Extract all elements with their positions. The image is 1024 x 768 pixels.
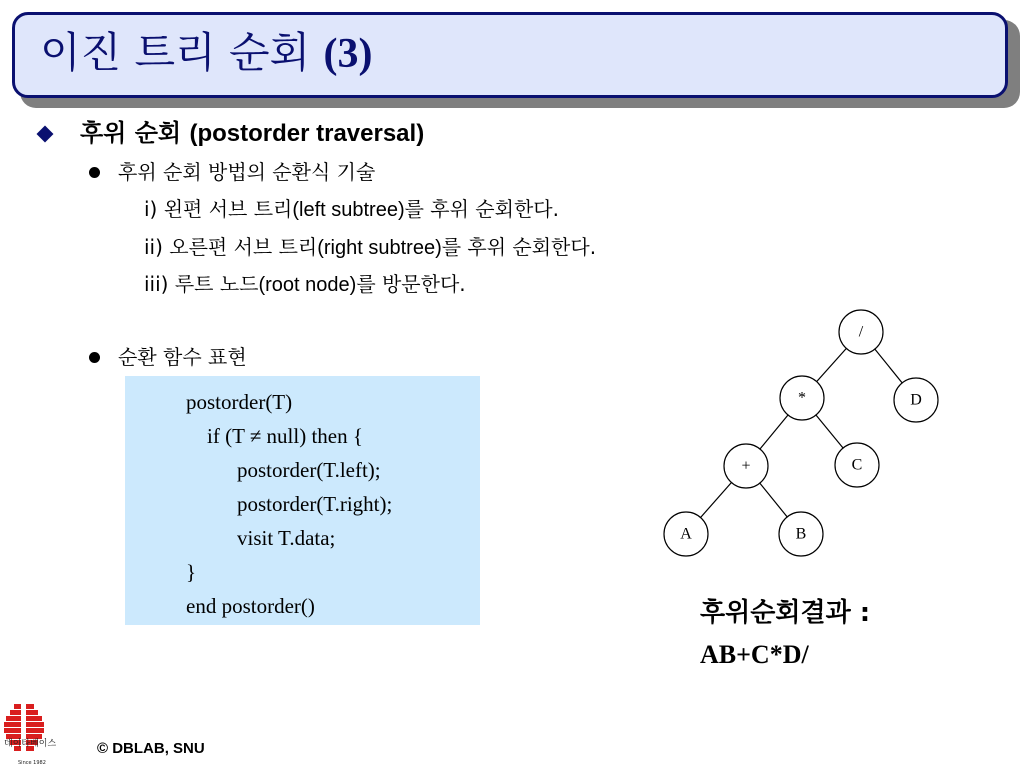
step-paren: (root node): [258, 274, 357, 296]
code-line: if (T ≠ null) then {: [207, 424, 363, 448]
section-heading-korean: 후위 순회: [80, 119, 182, 147]
step-suffix: 를 후위 순회한다.: [441, 235, 597, 259]
step-prefix: i) 왼편 서브 트리: [144, 197, 293, 221]
bullet-label: 순환 함수 표현: [118, 345, 247, 369]
tree-node-label: /: [858, 323, 864, 341]
step-paren: (right subtree): [317, 237, 442, 259]
tree-node-label: D: [910, 391, 922, 409]
step-prefix: ii) 오른편 서브 트리: [144, 235, 318, 259]
page-title-korean: 이진 트리 순회: [40, 28, 311, 77]
tree-node-label: A: [680, 525, 692, 543]
step-suffix: 를 방문한다.: [356, 272, 466, 296]
code-line: postorder(T): [186, 390, 293, 414]
footer-copyright: © DBLAB, SNU: [97, 740, 205, 757]
step-suffix: 를 후위 순회한다.: [404, 197, 559, 221]
code-line: end postorder(): [186, 594, 315, 618]
traversal-result: [700, 592, 870, 676]
tree-node-label: B: [795, 525, 807, 543]
tree-node-label: *: [798, 389, 806, 407]
code-line: postorder(T.left);: [237, 458, 381, 482]
page-title-number: (3): [323, 31, 373, 77]
tree-node-label: +: [741, 457, 751, 475]
logo-text: 데이타베이스: [4, 739, 57, 749]
step-paren: (left subtree): [292, 199, 405, 221]
bullet-label: 후위 순회 방법의 순환식 기술: [118, 160, 376, 184]
code-line: }: [186, 560, 197, 584]
step-prefix: iii) 루트 노드: [144, 272, 259, 296]
code-line: postorder(T.right);: [237, 492, 393, 516]
tree-node-label: C: [851, 456, 863, 474]
code-line: visit T.data;: [237, 526, 336, 550]
dblab-logo: [0, 700, 76, 768]
result-value: AB+C*D/: [700, 640, 809, 669]
logo-since: Since 1982: [18, 760, 46, 766]
section-heading-english: (postorder traversal): [189, 120, 425, 147]
result-label: 후위순회결과 :: [700, 598, 871, 628]
